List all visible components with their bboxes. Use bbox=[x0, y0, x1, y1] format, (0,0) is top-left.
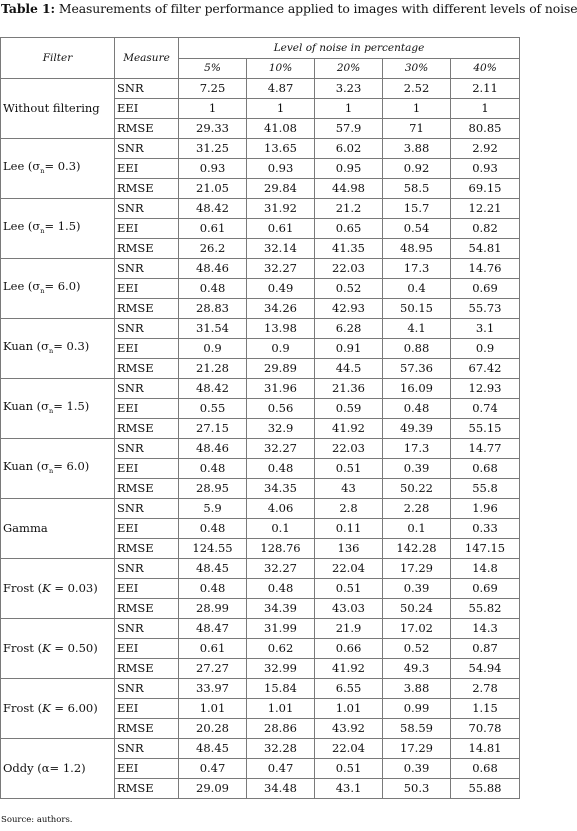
filter-name-text: Lee (σ bbox=[3, 278, 41, 293]
value-cell: 3.88 bbox=[383, 679, 451, 699]
value-cell: 41.08 bbox=[247, 119, 315, 139]
value-cell: 0.95 bbox=[315, 159, 383, 179]
value-cell: 3.1 bbox=[451, 319, 520, 339]
value-cell: 0.49 bbox=[247, 279, 315, 299]
value-cell: 34.39 bbox=[247, 599, 315, 619]
table-row bbox=[1, 739, 520, 759]
value-cell: 48.46 bbox=[179, 259, 247, 279]
value-cell: 69.15 bbox=[451, 179, 520, 199]
filter-name-subscript: n bbox=[49, 406, 54, 415]
filter-name-text: Lee (σ bbox=[3, 158, 41, 173]
filter-name-text: Oddy (α= 1.2) bbox=[3, 761, 86, 775]
value-cell: 0.51 bbox=[315, 579, 383, 599]
value-cell: 136 bbox=[315, 539, 383, 559]
filter-name-text: Kuan (σ bbox=[3, 338, 49, 353]
value-cell: 6.55 bbox=[315, 679, 383, 699]
value-cell: 17.02 bbox=[383, 619, 451, 639]
header-level: 40% bbox=[451, 59, 520, 79]
value-cell: 31.92 bbox=[247, 199, 315, 219]
value-cell: 27.27 bbox=[179, 659, 247, 679]
value-cell: 21.28 bbox=[179, 359, 247, 379]
value-cell: 17.29 bbox=[383, 559, 451, 579]
value-cell: 43.03 bbox=[315, 599, 383, 619]
value-cell: 0.9 bbox=[247, 339, 315, 359]
value-cell: 1.01 bbox=[179, 699, 247, 719]
table-row bbox=[1, 619, 520, 639]
value-cell: 1 bbox=[451, 99, 520, 119]
value-cell: 1 bbox=[383, 99, 451, 119]
value-cell: 31.99 bbox=[247, 619, 315, 639]
value-cell: 0.9 bbox=[179, 339, 247, 359]
value-cell: 0.92 bbox=[383, 159, 451, 179]
value-cell: 44.98 bbox=[315, 179, 383, 199]
measure-label: RMSE bbox=[115, 359, 179, 379]
value-cell: 31.25 bbox=[179, 139, 247, 159]
value-cell: 0.1 bbox=[247, 519, 315, 539]
value-cell: 34.35 bbox=[247, 479, 315, 499]
value-cell: 16.09 bbox=[383, 379, 451, 399]
filter-name bbox=[1, 259, 115, 319]
table-row bbox=[1, 499, 520, 519]
filter-name-param: = 1.5) bbox=[44, 218, 81, 233]
value-cell: 55.73 bbox=[451, 299, 520, 319]
value-cell: 55.8 bbox=[451, 479, 520, 499]
value-cell: 0.68 bbox=[451, 459, 520, 479]
filter-name-subscript: n bbox=[49, 466, 54, 475]
value-cell: 12.21 bbox=[451, 199, 520, 219]
value-cell: 49.3 bbox=[383, 659, 451, 679]
value-cell: 0.87 bbox=[451, 639, 520, 659]
value-cell: 43.1 bbox=[315, 779, 383, 799]
value-cell: 32.27 bbox=[247, 259, 315, 279]
value-cell: 26.2 bbox=[179, 239, 247, 259]
value-cell: 44.5 bbox=[315, 359, 383, 379]
value-cell: 71 bbox=[383, 119, 451, 139]
measure-label: EEI bbox=[115, 339, 179, 359]
value-cell: 32.14 bbox=[247, 239, 315, 259]
table-row bbox=[1, 139, 520, 159]
table-row bbox=[1, 319, 520, 339]
value-cell: 48.45 bbox=[179, 739, 247, 759]
value-cell: 32.27 bbox=[247, 439, 315, 459]
value-cell: 57.9 bbox=[315, 119, 383, 139]
value-cell: 2.78 bbox=[451, 679, 520, 699]
table-header bbox=[1, 38, 520, 79]
value-cell: 43 bbox=[315, 479, 383, 499]
measure-label: SNR bbox=[115, 619, 179, 639]
measure-label: SNR bbox=[115, 679, 179, 699]
caption-text: Measurements of filter performance applied to images with different levels of noise bbox=[55, 1, 577, 16]
measure-label: EEI bbox=[115, 99, 179, 119]
table-row bbox=[1, 79, 520, 99]
filter-name-text: Lee (σ bbox=[3, 218, 41, 233]
value-cell: 0.61 bbox=[179, 639, 247, 659]
value-cell: 0.65 bbox=[315, 219, 383, 239]
value-cell: 15.84 bbox=[247, 679, 315, 699]
value-cell: 31.96 bbox=[247, 379, 315, 399]
value-cell: 80.85 bbox=[451, 119, 520, 139]
value-cell: 41.92 bbox=[315, 419, 383, 439]
value-cell: 1.15 bbox=[451, 699, 520, 719]
measure-label: RMSE bbox=[115, 479, 179, 499]
filter-name bbox=[1, 139, 115, 199]
measure-label: EEI bbox=[115, 219, 179, 239]
value-cell: 28.99 bbox=[179, 599, 247, 619]
measure-label: EEI bbox=[115, 459, 179, 479]
measure-label: SNR bbox=[115, 79, 179, 99]
filter-name-text: Kuan (σ bbox=[3, 398, 49, 413]
value-cell: 0.48 bbox=[179, 579, 247, 599]
filter-name-param: = 1.5) bbox=[53, 398, 90, 413]
value-cell: 50.3 bbox=[383, 779, 451, 799]
value-cell: 48.45 bbox=[179, 559, 247, 579]
value-cell: 29.84 bbox=[247, 179, 315, 199]
value-cell: 0.68 bbox=[451, 759, 520, 779]
measure-label: EEI bbox=[115, 699, 179, 719]
value-cell: 0.51 bbox=[315, 759, 383, 779]
value-cell: 0.56 bbox=[247, 399, 315, 419]
value-cell: 124.55 bbox=[179, 539, 247, 559]
value-cell: 0.61 bbox=[247, 219, 315, 239]
measure-label: RMSE bbox=[115, 239, 179, 259]
value-cell: 29.89 bbox=[247, 359, 315, 379]
measure-label: SNR bbox=[115, 259, 179, 279]
filter-name-text: Frost (K = 6.00) bbox=[3, 701, 98, 715]
value-cell: 33.97 bbox=[179, 679, 247, 699]
value-cell: 48.46 bbox=[179, 439, 247, 459]
value-cell: 0.74 bbox=[451, 399, 520, 419]
measure-label: RMSE bbox=[115, 179, 179, 199]
value-cell: 0.82 bbox=[451, 219, 520, 239]
filter-name-text: Kuan (σ bbox=[3, 458, 49, 473]
value-cell: 0.93 bbox=[451, 159, 520, 179]
filter-name-text: Without filtering bbox=[3, 101, 100, 115]
value-cell: 0.51 bbox=[315, 459, 383, 479]
value-cell: 1 bbox=[179, 99, 247, 119]
value-cell: 0.66 bbox=[315, 639, 383, 659]
table-body bbox=[1, 79, 520, 799]
filter-name bbox=[1, 199, 115, 259]
measure-label: SNR bbox=[115, 199, 179, 219]
value-cell: 0.33 bbox=[451, 519, 520, 539]
value-cell: 0.61 bbox=[179, 219, 247, 239]
value-cell: 17.3 bbox=[383, 259, 451, 279]
value-cell: 21.2 bbox=[315, 199, 383, 219]
value-cell: 0.99 bbox=[383, 699, 451, 719]
filter-name-text: Gamma bbox=[3, 521, 48, 535]
table-caption bbox=[1, 1, 577, 16]
table-row bbox=[1, 259, 520, 279]
measure-label: RMSE bbox=[115, 299, 179, 319]
value-cell: 32.27 bbox=[247, 559, 315, 579]
table-row bbox=[1, 379, 520, 399]
value-cell: 17.3 bbox=[383, 439, 451, 459]
value-cell: 50.15 bbox=[383, 299, 451, 319]
value-cell: 0.88 bbox=[383, 339, 451, 359]
value-cell: 14.3 bbox=[451, 619, 520, 639]
value-cell: 0.62 bbox=[247, 639, 315, 659]
value-cell: 0.39 bbox=[383, 759, 451, 779]
value-cell: 128.76 bbox=[247, 539, 315, 559]
measure-label: EEI bbox=[115, 279, 179, 299]
table-row bbox=[1, 439, 520, 459]
measure-label: EEI bbox=[115, 159, 179, 179]
table-row bbox=[1, 199, 520, 219]
value-cell: 70.78 bbox=[451, 719, 520, 739]
value-cell: 6.28 bbox=[315, 319, 383, 339]
value-cell: 142.28 bbox=[383, 539, 451, 559]
value-cell: 0.48 bbox=[179, 459, 247, 479]
value-cell: 0.48 bbox=[383, 399, 451, 419]
value-cell: 54.94 bbox=[451, 659, 520, 679]
value-cell: 58.59 bbox=[383, 719, 451, 739]
value-cell: 12.93 bbox=[451, 379, 520, 399]
filter-name bbox=[1, 319, 115, 379]
value-cell: 41.35 bbox=[315, 239, 383, 259]
value-cell: 42.93 bbox=[315, 299, 383, 319]
value-cell: 2.11 bbox=[451, 79, 520, 99]
value-cell: 21.05 bbox=[179, 179, 247, 199]
value-cell: 6.02 bbox=[315, 139, 383, 159]
value-cell: 0.48 bbox=[247, 579, 315, 599]
value-cell: 0.91 bbox=[315, 339, 383, 359]
filter-name-param: = 6.0) bbox=[53, 458, 90, 473]
value-cell: 7.25 bbox=[179, 79, 247, 99]
value-cell: 0.48 bbox=[247, 459, 315, 479]
value-cell: 32.28 bbox=[247, 739, 315, 759]
measure-label: SNR bbox=[115, 739, 179, 759]
value-cell: 17.29 bbox=[383, 739, 451, 759]
measure-label: EEI bbox=[115, 639, 179, 659]
value-cell: 55.15 bbox=[451, 419, 520, 439]
value-cell: 2.92 bbox=[451, 139, 520, 159]
header-level: 20% bbox=[315, 59, 383, 79]
value-cell: 0.47 bbox=[247, 759, 315, 779]
value-cell: 0.93 bbox=[247, 159, 315, 179]
value-cell: 0.47 bbox=[179, 759, 247, 779]
value-cell: 28.86 bbox=[247, 719, 315, 739]
measure-label: SNR bbox=[115, 379, 179, 399]
filter-name-text: Frost (K = 0.50) bbox=[3, 641, 98, 655]
value-cell: 5.9 bbox=[179, 499, 247, 519]
measure-label: SNR bbox=[115, 559, 179, 579]
value-cell: 0.93 bbox=[179, 159, 247, 179]
value-cell: 1 bbox=[247, 99, 315, 119]
filter-name bbox=[1, 559, 115, 619]
value-cell: 22.04 bbox=[315, 739, 383, 759]
value-cell: 34.48 bbox=[247, 779, 315, 799]
value-cell: 0.11 bbox=[315, 519, 383, 539]
value-cell: 32.9 bbox=[247, 419, 315, 439]
filter-name-param: = 0.3) bbox=[53, 338, 90, 353]
value-cell: 34.26 bbox=[247, 299, 315, 319]
value-cell: 21.9 bbox=[315, 619, 383, 639]
value-cell: 29.09 bbox=[179, 779, 247, 799]
value-cell: 4.87 bbox=[247, 79, 315, 99]
value-cell: 22.03 bbox=[315, 439, 383, 459]
measure-label: EEI bbox=[115, 399, 179, 419]
header-measure: Measure bbox=[115, 38, 179, 79]
value-cell: 14.81 bbox=[451, 739, 520, 759]
value-cell: 54.81 bbox=[451, 239, 520, 259]
filter-name-subscript: n bbox=[40, 226, 45, 235]
value-cell: 50.24 bbox=[383, 599, 451, 619]
value-cell: 4.06 bbox=[247, 499, 315, 519]
value-cell: 14.76 bbox=[451, 259, 520, 279]
filter-name bbox=[1, 739, 115, 799]
value-cell: 58.5 bbox=[383, 179, 451, 199]
measure-label: RMSE bbox=[115, 599, 179, 619]
value-cell: 31.54 bbox=[179, 319, 247, 339]
value-cell: 57.36 bbox=[383, 359, 451, 379]
value-cell: 0.55 bbox=[179, 399, 247, 419]
value-cell: 0.39 bbox=[383, 459, 451, 479]
header-level: 10% bbox=[247, 59, 315, 79]
measure-label: EEI bbox=[115, 759, 179, 779]
measure-label: RMSE bbox=[115, 659, 179, 679]
filter-name bbox=[1, 439, 115, 499]
filter-name-subscript: n bbox=[40, 166, 45, 175]
value-cell: 0.48 bbox=[179, 279, 247, 299]
caption-label: Table 1: bbox=[1, 1, 56, 16]
value-cell: 1.96 bbox=[451, 499, 520, 519]
measure-label: RMSE bbox=[115, 719, 179, 739]
value-cell: 1.01 bbox=[247, 699, 315, 719]
value-cell: 32.99 bbox=[247, 659, 315, 679]
measure-label: EEI bbox=[115, 519, 179, 539]
measure-label: RMSE bbox=[115, 119, 179, 139]
value-cell: 50.22 bbox=[383, 479, 451, 499]
value-cell: 21.36 bbox=[315, 379, 383, 399]
value-cell: 48.95 bbox=[383, 239, 451, 259]
measure-label: SNR bbox=[115, 139, 179, 159]
filter-name bbox=[1, 619, 115, 679]
value-cell: 67.42 bbox=[451, 359, 520, 379]
filter-name bbox=[1, 379, 115, 439]
value-cell: 22.04 bbox=[315, 559, 383, 579]
measurements-table bbox=[0, 37, 520, 799]
value-cell: 1 bbox=[315, 99, 383, 119]
filter-name bbox=[1, 679, 115, 739]
value-cell: 0.48 bbox=[179, 519, 247, 539]
filter-name-param: = 6.0) bbox=[44, 278, 81, 293]
value-cell: 29.33 bbox=[179, 119, 247, 139]
value-cell: 1.01 bbox=[315, 699, 383, 719]
filter-name-subscript: n bbox=[40, 286, 45, 295]
value-cell: 0.52 bbox=[383, 639, 451, 659]
value-cell: 48.47 bbox=[179, 619, 247, 639]
value-cell: 0.54 bbox=[383, 219, 451, 239]
value-cell: 3.88 bbox=[383, 139, 451, 159]
measure-label: RMSE bbox=[115, 419, 179, 439]
value-cell: 0.4 bbox=[383, 279, 451, 299]
measure-label: RMSE bbox=[115, 779, 179, 799]
value-cell: 2.28 bbox=[383, 499, 451, 519]
value-cell: 0.59 bbox=[315, 399, 383, 419]
value-cell: 41.92 bbox=[315, 659, 383, 679]
value-cell: 0.52 bbox=[315, 279, 383, 299]
header-level: 5% bbox=[179, 59, 247, 79]
value-cell: 48.42 bbox=[179, 379, 247, 399]
measure-label: SNR bbox=[115, 439, 179, 459]
measure-label: SNR bbox=[115, 499, 179, 519]
filter-name-subscript: n bbox=[49, 346, 54, 355]
value-cell: 13.98 bbox=[247, 319, 315, 339]
value-cell: 43.92 bbox=[315, 719, 383, 739]
measure-label: RMSE bbox=[115, 539, 179, 559]
value-cell: 55.88 bbox=[451, 779, 520, 799]
value-cell: 28.83 bbox=[179, 299, 247, 319]
value-cell: 15.7 bbox=[383, 199, 451, 219]
value-cell: 22.03 bbox=[315, 259, 383, 279]
measure-label: SNR bbox=[115, 319, 179, 339]
header-filter: Filter bbox=[1, 38, 115, 79]
value-cell: 4.1 bbox=[383, 319, 451, 339]
filter-name bbox=[1, 499, 115, 559]
source-note: Source: authors. bbox=[1, 815, 73, 825]
value-cell: 28.95 bbox=[179, 479, 247, 499]
value-cell: 0.69 bbox=[451, 579, 520, 599]
filter-name-text: Frost (K = 0.03) bbox=[3, 581, 98, 595]
value-cell: 3.23 bbox=[315, 79, 383, 99]
value-cell: 0.39 bbox=[383, 579, 451, 599]
table-row bbox=[1, 679, 520, 699]
value-cell: 13.65 bbox=[247, 139, 315, 159]
header-level: 30% bbox=[383, 59, 451, 79]
value-cell: 49.39 bbox=[383, 419, 451, 439]
value-cell: 2.8 bbox=[315, 499, 383, 519]
value-cell: 147.15 bbox=[451, 539, 520, 559]
filter-name bbox=[1, 79, 115, 139]
value-cell: 20.28 bbox=[179, 719, 247, 739]
value-cell: 0.9 bbox=[451, 339, 520, 359]
value-cell: 27.15 bbox=[179, 419, 247, 439]
value-cell: 55.82 bbox=[451, 599, 520, 619]
value-cell: 14.77 bbox=[451, 439, 520, 459]
measure-label: EEI bbox=[115, 579, 179, 599]
value-cell: 0.1 bbox=[383, 519, 451, 539]
value-cell: 48.42 bbox=[179, 199, 247, 219]
value-cell: 2.52 bbox=[383, 79, 451, 99]
filter-name-param: = 0.3) bbox=[44, 158, 81, 173]
header-noise-level: Level of noise in percentage bbox=[179, 38, 520, 59]
table-row bbox=[1, 559, 520, 579]
value-cell: 14.8 bbox=[451, 559, 520, 579]
value-cell: 0.69 bbox=[451, 279, 520, 299]
